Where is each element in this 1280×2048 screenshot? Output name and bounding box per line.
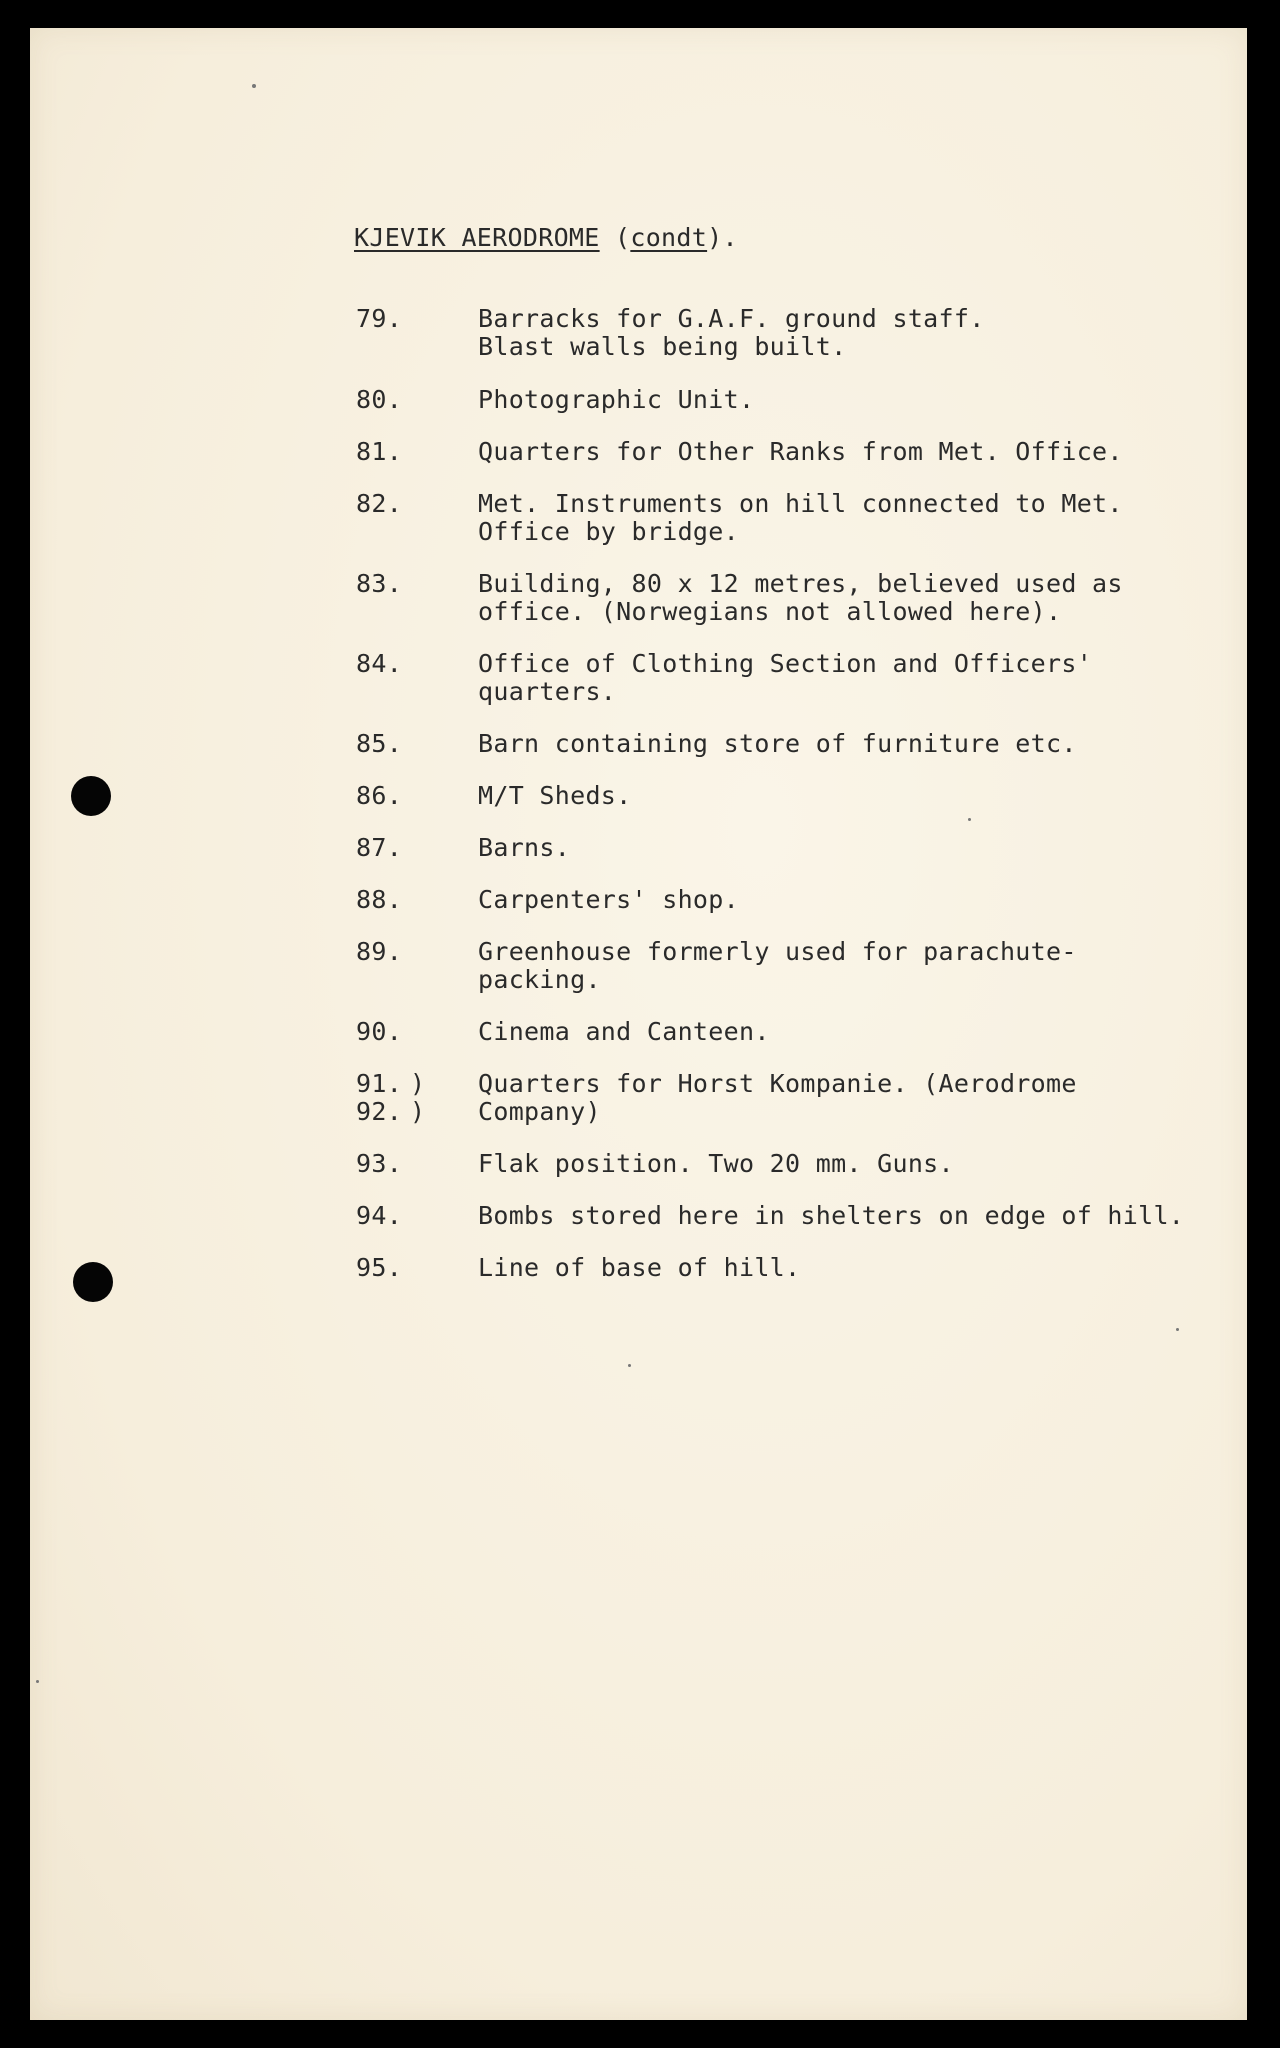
heading-continued-text: condt bbox=[630, 223, 708, 252]
item-description bbox=[478, 886, 1218, 914]
document-heading bbox=[354, 224, 738, 252]
item-description bbox=[478, 650, 1218, 706]
item-number: 95. bbox=[356, 1253, 403, 1282]
item-number: 82. bbox=[356, 489, 403, 518]
bracket-mark: ) bbox=[410, 1069, 426, 1098]
punch-hole-lower bbox=[73, 1262, 113, 1302]
description-line: Photographic Unit. bbox=[478, 385, 755, 414]
heading-title: KJEVIK AERODROME bbox=[354, 223, 600, 252]
punch-hole-upper bbox=[71, 776, 111, 816]
paper-speck bbox=[628, 1364, 631, 1367]
item-description bbox=[478, 570, 1218, 626]
item-number: 87. bbox=[356, 833, 403, 862]
item-description bbox=[478, 305, 1218, 361]
item-number: 94. bbox=[356, 1201, 403, 1230]
item-number: 79. bbox=[356, 304, 403, 333]
item-number: 86. bbox=[356, 781, 403, 810]
item-description bbox=[478, 834, 1218, 862]
description-line: Barn containing store of furniture etc. bbox=[478, 729, 1077, 758]
description-line: Quarters for Other Ranks from Met. Office. bbox=[478, 437, 1123, 466]
paper-speck bbox=[968, 818, 971, 821]
description-line: Greenhouse formerly used for parachute- bbox=[478, 937, 1077, 966]
description-line: M/T Sheds. bbox=[478, 781, 632, 810]
description-line: Cinema and Canteen. bbox=[478, 1017, 770, 1046]
description-line: Carpenters' shop. bbox=[478, 885, 739, 914]
item-number: 84. bbox=[356, 649, 403, 678]
item-description bbox=[478, 1018, 1218, 1046]
item-description bbox=[478, 730, 1218, 758]
item-description bbox=[478, 1150, 1218, 1178]
item-number: 93. bbox=[356, 1149, 403, 1178]
item-number: 85. bbox=[356, 729, 403, 758]
description-line: quarters. bbox=[478, 677, 617, 706]
item-description bbox=[478, 782, 1218, 810]
item-number: 88. bbox=[356, 885, 403, 914]
item-description bbox=[478, 1254, 1218, 1282]
description-line: Blast walls being built. bbox=[478, 332, 847, 361]
item-number: 90. bbox=[356, 1017, 403, 1046]
description-line: Building, 80 x 12 metres, believed used as bbox=[478, 569, 1123, 598]
item-number: 91. bbox=[356, 1069, 403, 1098]
description-line: Office by bridge. bbox=[478, 517, 739, 546]
heading-period: . bbox=[722, 223, 738, 252]
item-number: 81. bbox=[356, 437, 403, 466]
item-number-secondary: 92. bbox=[356, 1097, 403, 1126]
description-line: Company) bbox=[478, 1097, 601, 1126]
description-line: packing. bbox=[478, 965, 601, 994]
paper-speck bbox=[36, 1680, 39, 1683]
bracket-mark: ) bbox=[410, 1097, 426, 1126]
item-description bbox=[478, 938, 1218, 994]
item-description bbox=[478, 1202, 1218, 1230]
paper-speck bbox=[1176, 1328, 1179, 1331]
item-description bbox=[478, 386, 1218, 414]
description-line: Barracks for G.A.F. ground staff. bbox=[478, 304, 985, 333]
item-description bbox=[478, 438, 1218, 466]
item-number: 80. bbox=[356, 385, 403, 414]
item-description bbox=[478, 490, 1218, 546]
description-line: Bombs stored here in shelters on edge of hill. bbox=[478, 1201, 1185, 1230]
description-line: Office of Clothing Section and Officers' bbox=[478, 649, 1093, 678]
description-line: Barns. bbox=[478, 833, 571, 862]
description-line: Line of base of hill. bbox=[478, 1253, 801, 1282]
description-line: Quarters for Horst Kompanie. (Aerodrome bbox=[478, 1069, 1077, 1098]
description-line: Flak position. Two 20 mm. Guns. bbox=[478, 1149, 954, 1178]
description-line: office. (Norwegians not allowed here). bbox=[478, 597, 1062, 626]
item-description bbox=[478, 1070, 1218, 1126]
heading-continued: (condt) bbox=[614, 223, 723, 252]
paper-speck bbox=[252, 84, 256, 88]
item-number: 83. bbox=[356, 569, 403, 598]
description-line: Met. Instruments on hill connected to Met. bbox=[478, 489, 1123, 518]
item-number: 89. bbox=[356, 937, 403, 966]
